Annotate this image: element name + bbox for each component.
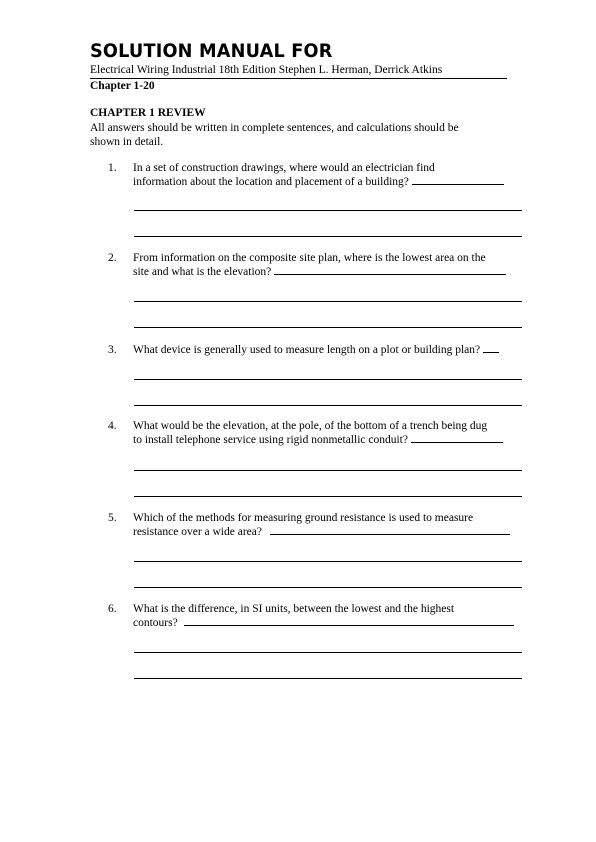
question-text xyxy=(133,419,523,447)
review-heading: CHAPTER 1 REVIEW xyxy=(90,107,206,119)
question-line-2: resistance over a wide area? xyxy=(133,526,262,538)
question-text xyxy=(133,602,523,630)
inline-answer-blank[interactable] xyxy=(270,533,510,535)
solution-manual-banner: SOLUTION MANUAL FOR xyxy=(90,40,333,62)
question-number: 1. xyxy=(108,162,117,174)
answer-line[interactable] xyxy=(134,678,522,679)
inline-answer-blank[interactable] xyxy=(411,441,503,443)
answer-line[interactable] xyxy=(134,210,522,211)
answer-line[interactable] xyxy=(134,301,522,302)
question-text xyxy=(133,161,523,189)
chapter-range: Chapter 1-20 xyxy=(90,80,155,92)
question-line-2: to install telephone service using rigid nonmetallic conduit? xyxy=(133,434,408,446)
inline-answer-blank[interactable] xyxy=(412,183,504,185)
answer-line[interactable] xyxy=(134,405,522,406)
answer-line[interactable] xyxy=(134,470,522,471)
question-text xyxy=(133,251,523,279)
inline-answer-blank[interactable] xyxy=(483,351,499,353)
question-line-1: From information on the composite site plan, where is the lowest area on the xyxy=(133,252,486,264)
question-number: 5. xyxy=(108,512,117,524)
book-subtitle: Electrical Wiring Industrial 18th Edition Stephen L. Herman, Derrick Atkins xyxy=(90,64,507,79)
answer-line[interactable] xyxy=(134,236,522,237)
question-line-1: What would be the elevation, at the pole, of the bottom of a trench being dug xyxy=(133,420,488,432)
review-instructions: All answers should be written in complete sentences, and calculations should be shown in detail. xyxy=(90,122,459,148)
question-text xyxy=(133,511,523,539)
inline-answer-blank[interactable] xyxy=(274,273,506,275)
answer-line[interactable] xyxy=(134,587,522,588)
inline-answer-blank[interactable] xyxy=(184,624,514,626)
answer-line[interactable] xyxy=(134,379,522,380)
question-line-2: information about the location and placement of a building? xyxy=(133,176,409,188)
answer-line[interactable] xyxy=(134,327,522,328)
question-line-2: contours? xyxy=(133,617,178,629)
question-line-1: What device is generally used to measure length on a plot or building plan? xyxy=(133,344,481,356)
question-text xyxy=(133,343,523,357)
question-line-1: What is the difference, in SI units, between the lowest and the highest xyxy=(133,603,455,615)
answer-line[interactable] xyxy=(134,561,522,562)
question-number: 6. xyxy=(108,603,117,615)
answer-line[interactable] xyxy=(134,652,522,653)
question-number: 4. xyxy=(108,420,117,432)
answer-line[interactable] xyxy=(134,496,522,497)
question-number: 2. xyxy=(108,252,117,264)
question-line-1: In a set of construction drawings, where would an electrician find xyxy=(133,162,435,174)
question-line-1: Which of the methods for measuring ground resistance is used to measure xyxy=(133,512,474,524)
question-line-2: site and what is the elevation? xyxy=(133,266,272,278)
question-number: 3. xyxy=(108,344,117,356)
